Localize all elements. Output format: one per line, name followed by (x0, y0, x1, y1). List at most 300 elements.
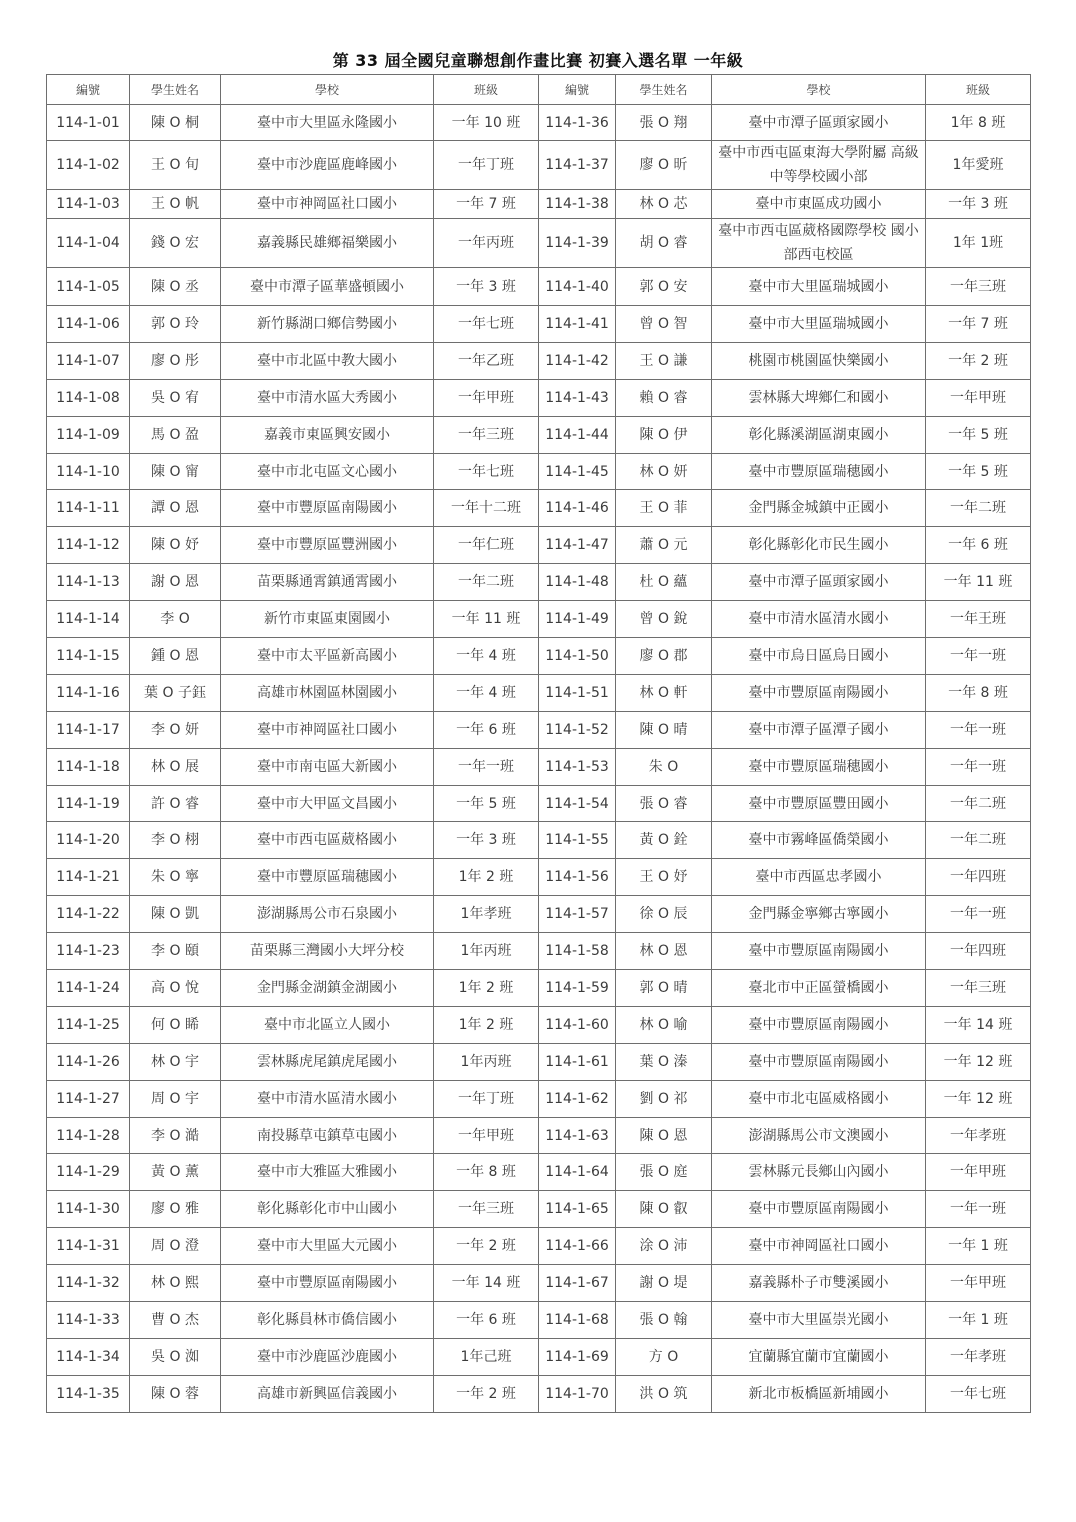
cell-id-left: 114-1-24 (47, 970, 130, 1007)
cell-id-right: 114-1-64 (539, 1154, 616, 1191)
cell-school-right: 臺中市豐原區南陽國小 (712, 1191, 926, 1228)
cell-school-right: 臺中市豐原區瑞穗國小 (712, 748, 926, 785)
cell-school-right: 臺中市豐原區南陽國小 (712, 1006, 926, 1043)
header-class-right: 班級 (926, 75, 1031, 105)
cell-name-left: 曹 O 杰 (130, 1302, 221, 1339)
cell-id-left: 114-1-25 (47, 1006, 130, 1043)
cell-class-left: 一年 3 班 (434, 268, 539, 306)
cell-school-left: 臺中市沙鹿區鹿峰國小 (221, 141, 434, 190)
cell-class-right: 一年 1 班 (926, 1302, 1031, 1339)
cell-name-left: 林 O 熙 (130, 1265, 221, 1302)
cell-id-right: 114-1-43 (539, 379, 616, 416)
cell-class-left: 1年 2 班 (434, 970, 539, 1007)
cell-class-right: 一年四班 (926, 859, 1031, 896)
cell-school-right: 臺中市豐原區瑞穗國小 (712, 453, 926, 490)
cell-id-right: 114-1-69 (539, 1338, 616, 1375)
cell-id-right: 114-1-63 (539, 1117, 616, 1154)
cell-class-left: 一年 8 班 (434, 1154, 539, 1191)
cell-class-left: 一年一班 (434, 748, 539, 785)
cell-school-left: 臺中市神岡區社口國小 (221, 711, 434, 748)
cell-school-left: 臺中市南屯區大新國小 (221, 748, 434, 785)
table-row (47, 190, 1031, 219)
cell-name-right: 王 O 妤 (616, 859, 712, 896)
cell-id-right: 114-1-67 (539, 1265, 616, 1302)
cell-school-right: 臺中市豐原區南陽國小 (712, 1043, 926, 1080)
cell-class-right: 一年 12 班 (926, 1043, 1031, 1080)
cell-name-left: 譚 O 恩 (130, 490, 221, 527)
table-row (47, 1191, 1031, 1228)
cell-name-left: 李 O (130, 601, 221, 638)
cell-class-left: 1年己班 (434, 1338, 539, 1375)
cell-class-left: 一年 14 班 (434, 1265, 539, 1302)
cell-id-left: 114-1-33 (47, 1302, 130, 1339)
cell-school-right: 彰化縣溪湖區湖東國小 (712, 416, 926, 453)
cell-name-left: 郭 O 玲 (130, 306, 221, 343)
cell-id-right: 114-1-52 (539, 711, 616, 748)
cell-id-left: 114-1-17 (47, 711, 130, 748)
cell-name-right: 葉 O 溱 (616, 1043, 712, 1080)
cell-school-left: 嘉義市東區興安國小 (221, 416, 434, 453)
cell-class-right: 一年一班 (926, 638, 1031, 675)
cell-id-left: 114-1-23 (47, 933, 130, 970)
cell-school-left: 高雄市新興區信義國小 (221, 1375, 434, 1412)
cell-name-left: 李 O 栩 (130, 822, 221, 859)
cell-school-right: 臺中市西區忠孝國小 (712, 859, 926, 896)
cell-class-left: 1年丙班 (434, 933, 539, 970)
cell-class-left: 一年乙班 (434, 342, 539, 379)
cell-name-right: 黃 O 銓 (616, 822, 712, 859)
cell-school-left: 臺中市太平區新高國小 (221, 638, 434, 675)
cell-id-right: 114-1-36 (539, 105, 616, 141)
header-name-right: 學生姓名 (616, 75, 712, 105)
cell-id-left: 114-1-31 (47, 1228, 130, 1265)
cell-id-left: 114-1-30 (47, 1191, 130, 1228)
cell-id-right: 114-1-53 (539, 748, 616, 785)
cell-id-left: 114-1-13 (47, 564, 130, 601)
cell-id-right: 114-1-56 (539, 859, 616, 896)
cell-name-right: 陳 O 恩 (616, 1117, 712, 1154)
cell-id-left: 114-1-05 (47, 268, 130, 306)
cell-school-left: 彰化縣員林市僑信國小 (221, 1302, 434, 1339)
cell-class-left: 一年丙班 (434, 219, 539, 268)
cell-id-right: 114-1-44 (539, 416, 616, 453)
table-row (47, 1375, 1031, 1412)
cell-school-left: 臺中市豐原區豐洲國小 (221, 527, 434, 564)
cell-school-right: 宜蘭縣宜蘭市宜蘭國小 (712, 1338, 926, 1375)
cell-class-right: 一年 11 班 (926, 564, 1031, 601)
cell-class-right: 一年二班 (926, 490, 1031, 527)
cell-id-right: 114-1-45 (539, 453, 616, 490)
table-row (47, 1043, 1031, 1080)
cell-class-right: 一年一班 (926, 711, 1031, 748)
table-row (47, 268, 1031, 306)
cell-id-right: 114-1-68 (539, 1302, 616, 1339)
cell-name-right: 洪 O 筑 (616, 1375, 712, 1412)
cell-id-right: 114-1-46 (539, 490, 616, 527)
cell-id-left: 114-1-07 (47, 342, 130, 379)
table-row (47, 490, 1031, 527)
cell-class-right: 一年甲班 (926, 1154, 1031, 1191)
cell-name-left: 朱 O 寧 (130, 859, 221, 896)
cell-class-left: 一年 2 班 (434, 1228, 539, 1265)
cell-name-right: 張 O 翰 (616, 1302, 712, 1339)
cell-name-right: 胡 O 睿 (616, 219, 712, 268)
cell-school-left: 新竹縣湖口鄉信勢國小 (221, 306, 434, 343)
cell-class-left: 一年甲班 (434, 1117, 539, 1154)
cell-name-right: 張 O 翔 (616, 105, 712, 141)
header-school-right: 學校 (712, 75, 926, 105)
cell-id-left: 114-1-03 (47, 190, 130, 219)
cell-class-left: 一年丁班 (434, 141, 539, 190)
cell-school-right: 彰化縣彰化市民生國小 (712, 527, 926, 564)
cell-name-right: 張 O 睿 (616, 785, 712, 822)
cell-name-right: 陳 O 伊 (616, 416, 712, 453)
cell-class-right: 一年 3 班 (926, 190, 1031, 219)
cell-school-right: 臺中市潭子區潭子國小 (712, 711, 926, 748)
cell-class-right: 一年孝班 (926, 1338, 1031, 1375)
cell-id-right: 114-1-59 (539, 970, 616, 1007)
cell-class-left: 一年 2 班 (434, 1375, 539, 1412)
cell-school-left: 臺中市北區立人國小 (221, 1006, 434, 1043)
cell-id-right: 114-1-48 (539, 564, 616, 601)
cell-name-right: 王 O 菲 (616, 490, 712, 527)
table-row (47, 970, 1031, 1007)
cell-class-left: 一年 11 班 (434, 601, 539, 638)
cell-class-right: 一年孝班 (926, 1117, 1031, 1154)
cell-id-left: 114-1-08 (47, 379, 130, 416)
cell-school-left: 金門縣金湖鎮金湖國小 (221, 970, 434, 1007)
cell-name-left: 陳 O 桐 (130, 105, 221, 141)
cell-id-right: 114-1-60 (539, 1006, 616, 1043)
table-row (47, 859, 1031, 896)
cell-name-right: 林 O 妍 (616, 453, 712, 490)
table-row (47, 379, 1031, 416)
cell-class-right: 一年甲班 (926, 1265, 1031, 1302)
cell-name-left: 錢 O 宏 (130, 219, 221, 268)
table-row (47, 933, 1031, 970)
cell-school-right: 臺中市霧峰區僑榮國小 (712, 822, 926, 859)
cell-school-left: 臺中市豐原區南陽國小 (221, 490, 434, 527)
cell-class-left: 一年 4 班 (434, 674, 539, 711)
cell-school-right: 臺中市豐原區南陽國小 (712, 674, 926, 711)
table-row (47, 141, 1031, 190)
shortlist-table (46, 74, 1031, 1413)
cell-name-left: 吳 O 宥 (130, 379, 221, 416)
cell-id-right: 114-1-70 (539, 1375, 616, 1412)
table-row (47, 896, 1031, 933)
cell-name-right: 王 O 謙 (616, 342, 712, 379)
cell-class-right: 一年二班 (926, 785, 1031, 822)
cell-class-right: 1年 1班 (926, 219, 1031, 268)
cell-name-left: 許 O 睿 (130, 785, 221, 822)
cell-class-right: 一年三班 (926, 970, 1031, 1007)
cell-school-right: 臺中市北屯區威格國小 (712, 1080, 926, 1117)
cell-school-right: 臺中市潭子區頭家國小 (712, 105, 926, 141)
cell-name-left: 高 O 悅 (130, 970, 221, 1007)
cell-id-left: 114-1-01 (47, 105, 130, 141)
cell-id-right: 114-1-51 (539, 674, 616, 711)
cell-id-right: 114-1-37 (539, 141, 616, 190)
cell-name-left: 廖 O 雅 (130, 1191, 221, 1228)
table-row (47, 711, 1031, 748)
cell-school-left: 臺中市清水區大秀國小 (221, 379, 434, 416)
cell-school-left: 臺中市大里區永隆國小 (221, 105, 434, 141)
cell-class-right: 一年一班 (926, 896, 1031, 933)
cell-school-right: 新北市板橋區新埔國小 (712, 1375, 926, 1412)
cell-class-right: 一年 14 班 (926, 1006, 1031, 1043)
cell-school-left: 臺中市清水區清水國小 (221, 1080, 434, 1117)
cell-id-left: 114-1-02 (47, 141, 130, 190)
cell-school-right: 臺中市潭子區頭家國小 (712, 564, 926, 601)
cell-name-right: 陳 O 叡 (616, 1191, 712, 1228)
cell-id-left: 114-1-22 (47, 896, 130, 933)
cell-school-right: 雲林縣大埤鄉仁和國小 (712, 379, 926, 416)
cell-name-right: 廖 O 郡 (616, 638, 712, 675)
cell-name-left: 李 O 妍 (130, 711, 221, 748)
cell-id-left: 114-1-04 (47, 219, 130, 268)
cell-name-right: 方 O (616, 1338, 712, 1375)
table-row (47, 1302, 1031, 1339)
cell-name-right: 林 O 恩 (616, 933, 712, 970)
cell-name-left: 王 O 旬 (130, 141, 221, 190)
cell-id-left: 114-1-26 (47, 1043, 130, 1080)
cell-class-right: 一年甲班 (926, 379, 1031, 416)
cell-id-right: 114-1-41 (539, 306, 616, 343)
cell-class-left: 一年七班 (434, 453, 539, 490)
cell-school-left: 嘉義縣民雄鄉福樂國小 (221, 219, 434, 268)
table-row (47, 785, 1031, 822)
cell-class-right: 一年 12 班 (926, 1080, 1031, 1117)
table-row (47, 1006, 1031, 1043)
cell-name-right: 劉 O 祁 (616, 1080, 712, 1117)
table-row (47, 306, 1031, 343)
cell-school-left: 臺中市北區中教大國小 (221, 342, 434, 379)
cell-id-right: 114-1-65 (539, 1191, 616, 1228)
table-row (47, 1080, 1031, 1117)
header-class-left: 班級 (434, 75, 539, 105)
cell-name-left: 陳 O 凱 (130, 896, 221, 933)
cell-class-left: 一年三班 (434, 1191, 539, 1228)
cell-class-left: 一年仁班 (434, 527, 539, 564)
cell-school-left: 苗栗縣三灣國小大坪分校 (221, 933, 434, 970)
cell-school-right: 臺中市東區成功國小 (712, 190, 926, 219)
cell-school-right: 金門縣金城鎮中正國小 (712, 490, 926, 527)
cell-id-right: 114-1-49 (539, 601, 616, 638)
cell-id-left: 114-1-10 (47, 453, 130, 490)
cell-name-right: 朱 O (616, 748, 712, 785)
table-row (47, 416, 1031, 453)
cell-school-left: 彰化縣彰化市中山國小 (221, 1191, 434, 1228)
cell-school-right: 臺中市清水區清水國小 (712, 601, 926, 638)
cell-school-left: 臺中市神岡區社口國小 (221, 190, 434, 219)
cell-name-left: 王 O 帆 (130, 190, 221, 219)
cell-school-left: 臺中市大甲區文昌國小 (221, 785, 434, 822)
cell-id-left: 114-1-21 (47, 859, 130, 896)
table-row (47, 453, 1031, 490)
cell-school-left: 臺中市西屯區葳格國小 (221, 822, 434, 859)
cell-class-right: 一年 6 班 (926, 527, 1031, 564)
cell-name-right: 涂 O 沛 (616, 1228, 712, 1265)
cell-id-left: 114-1-34 (47, 1338, 130, 1375)
cell-id-left: 114-1-06 (47, 306, 130, 343)
cell-class-left: 1年孝班 (434, 896, 539, 933)
cell-class-left: 一年 7 班 (434, 190, 539, 219)
cell-class-right: 一年 7 班 (926, 306, 1031, 343)
cell-id-right: 114-1-47 (539, 527, 616, 564)
cell-school-right: 澎湖縣馬公市文澳國小 (712, 1117, 926, 1154)
cell-name-right: 郭 O 安 (616, 268, 712, 306)
cell-class-right: 一年 5 班 (926, 416, 1031, 453)
cell-name-left: 李 O 澔 (130, 1117, 221, 1154)
table-row (47, 527, 1031, 564)
cell-name-right: 曾 O 銳 (616, 601, 712, 638)
cell-name-left: 李 O 頤 (130, 933, 221, 970)
cell-name-left: 何 O 睎 (130, 1006, 221, 1043)
header-row (47, 75, 1031, 105)
header-school-left: 學校 (221, 75, 434, 105)
cell-id-left: 114-1-35 (47, 1375, 130, 1412)
cell-name-right: 曾 O 智 (616, 306, 712, 343)
cell-class-left: 一年甲班 (434, 379, 539, 416)
cell-id-right: 114-1-66 (539, 1228, 616, 1265)
cell-id-right: 114-1-42 (539, 342, 616, 379)
cell-id-left: 114-1-11 (47, 490, 130, 527)
cell-class-right: 一年 1 班 (926, 1228, 1031, 1265)
cell-name-right: 廖 O 昕 (616, 141, 712, 190)
cell-school-left: 臺中市潭子區華盛頓國小 (221, 268, 434, 306)
cell-id-left: 114-1-15 (47, 638, 130, 675)
cell-class-left: 一年 4 班 (434, 638, 539, 675)
cell-name-right: 郭 O 晴 (616, 970, 712, 1007)
cell-school-left: 苗栗縣通霄鎮通霄國小 (221, 564, 434, 601)
cell-class-right: 1年 8 班 (926, 105, 1031, 141)
cell-school-right: 桃園市桃園區快樂國小 (712, 342, 926, 379)
cell-name-right: 徐 O 辰 (616, 896, 712, 933)
cell-id-left: 114-1-28 (47, 1117, 130, 1154)
cell-name-right: 杜 O 蘊 (616, 564, 712, 601)
table-row (47, 219, 1031, 268)
cell-school-left: 臺中市豐原區瑞穗國小 (221, 859, 434, 896)
cell-class-left: 1年丙班 (434, 1043, 539, 1080)
cell-id-right: 114-1-50 (539, 638, 616, 675)
table-row (47, 105, 1031, 141)
cell-school-right: 臺中市西屯區東海大學附屬 高級中等學校國小部 (712, 141, 926, 190)
cell-class-left: 一年 6 班 (434, 711, 539, 748)
table-row (47, 564, 1031, 601)
cell-class-left: 一年 6 班 (434, 1302, 539, 1339)
cell-class-left: 一年二班 (434, 564, 539, 601)
cell-class-right: 一年二班 (926, 822, 1031, 859)
cell-name-right: 賴 O 睿 (616, 379, 712, 416)
cell-id-right: 114-1-62 (539, 1080, 616, 1117)
cell-class-right: 一年三班 (926, 268, 1031, 306)
cell-class-left: 一年丁班 (434, 1080, 539, 1117)
cell-name-left: 廖 O 彤 (130, 342, 221, 379)
cell-id-left: 114-1-29 (47, 1154, 130, 1191)
table-row (47, 342, 1031, 379)
cell-id-right: 114-1-58 (539, 933, 616, 970)
cell-class-left: 1年 2 班 (434, 1006, 539, 1043)
cell-class-left: 一年 10 班 (434, 105, 539, 141)
cell-name-right: 謝 O 堤 (616, 1265, 712, 1302)
cell-school-right: 臺中市豐原區南陽國小 (712, 933, 926, 970)
cell-school-right: 雲林縣元長鄉山內國小 (712, 1154, 926, 1191)
document-title: 第 33 屆全國兒童聯想創作畫比賽 初賽入選名單 一年級 (332, 51, 744, 70)
cell-name-right: 林 O 喻 (616, 1006, 712, 1043)
cell-id-right: 114-1-40 (539, 268, 616, 306)
cell-name-left: 陳 O 妤 (130, 527, 221, 564)
table-row (47, 1228, 1031, 1265)
cell-school-left: 高雄市林園區林園國小 (221, 674, 434, 711)
table-row (47, 638, 1031, 675)
cell-class-right: 一年四班 (926, 933, 1031, 970)
cell-id-right: 114-1-39 (539, 219, 616, 268)
cell-school-left: 臺中市北屯區文心國小 (221, 453, 434, 490)
cell-id-left: 114-1-27 (47, 1080, 130, 1117)
cell-name-right: 林 O 芯 (616, 190, 712, 219)
cell-school-left: 臺中市豐原區南陽國小 (221, 1265, 434, 1302)
cell-class-right: 一年王班 (926, 601, 1031, 638)
cell-class-right: 1年愛班 (926, 141, 1031, 190)
cell-id-left: 114-1-18 (47, 748, 130, 785)
cell-name-left: 周 O 宇 (130, 1080, 221, 1117)
cell-name-left: 謝 O 恩 (130, 564, 221, 601)
cell-name-left: 黃 O 薰 (130, 1154, 221, 1191)
cell-name-right: 張 O 庭 (616, 1154, 712, 1191)
cell-name-left: 馬 O 盈 (130, 416, 221, 453)
cell-id-left: 114-1-09 (47, 416, 130, 453)
table-row (47, 601, 1031, 638)
cell-class-right: 一年七班 (926, 1375, 1031, 1412)
cell-class-left: 一年十二班 (434, 490, 539, 527)
cell-name-left: 林 O 宇 (130, 1043, 221, 1080)
cell-school-left: 南投縣草屯鎮草屯國小 (221, 1117, 434, 1154)
cell-id-right: 114-1-54 (539, 785, 616, 822)
cell-name-left: 周 O 澄 (130, 1228, 221, 1265)
cell-id-left: 114-1-12 (47, 527, 130, 564)
cell-class-right: 一年一班 (926, 1191, 1031, 1228)
cell-school-left: 雲林縣虎尾鎮虎尾國小 (221, 1043, 434, 1080)
cell-school-right: 臺中市烏日區烏日國小 (712, 638, 926, 675)
cell-school-right: 臺中市大里區瑞城國小 (712, 268, 926, 306)
table-row (47, 1265, 1031, 1302)
cell-name-right: 林 O 軒 (616, 674, 712, 711)
cell-class-right: 一年 8 班 (926, 674, 1031, 711)
cell-name-left: 鍾 O 恩 (130, 638, 221, 675)
cell-class-left: 一年 5 班 (434, 785, 539, 822)
cell-school-right: 臺中市西屯區葳格國際學校 國小部西屯校區 (712, 219, 926, 268)
cell-school-right: 嘉義縣朴子市雙溪國小 (712, 1265, 926, 1302)
table-body (47, 105, 1031, 1413)
cell-school-left: 新竹市東區東園國小 (221, 601, 434, 638)
table-row (47, 748, 1031, 785)
header-id-right: 編號 (539, 75, 616, 105)
cell-school-left: 臺中市大雅區大雅國小 (221, 1154, 434, 1191)
cell-class-right: 一年 5 班 (926, 453, 1031, 490)
cell-school-right: 臺中市豐原區豐田國小 (712, 785, 926, 822)
cell-name-left: 葉 O 子鈺 (130, 674, 221, 711)
cell-id-right: 114-1-55 (539, 822, 616, 859)
table-row (47, 822, 1031, 859)
table-row (47, 1154, 1031, 1191)
cell-name-left: 陳 O 丞 (130, 268, 221, 306)
table-row (47, 1117, 1031, 1154)
table-row (47, 1338, 1031, 1375)
cell-school-left: 臺中市大里區大元國小 (221, 1228, 434, 1265)
cell-class-left: 一年三班 (434, 416, 539, 453)
cell-school-right: 臺北市中正區螢橋國小 (712, 970, 926, 1007)
cell-id-left: 114-1-20 (47, 822, 130, 859)
